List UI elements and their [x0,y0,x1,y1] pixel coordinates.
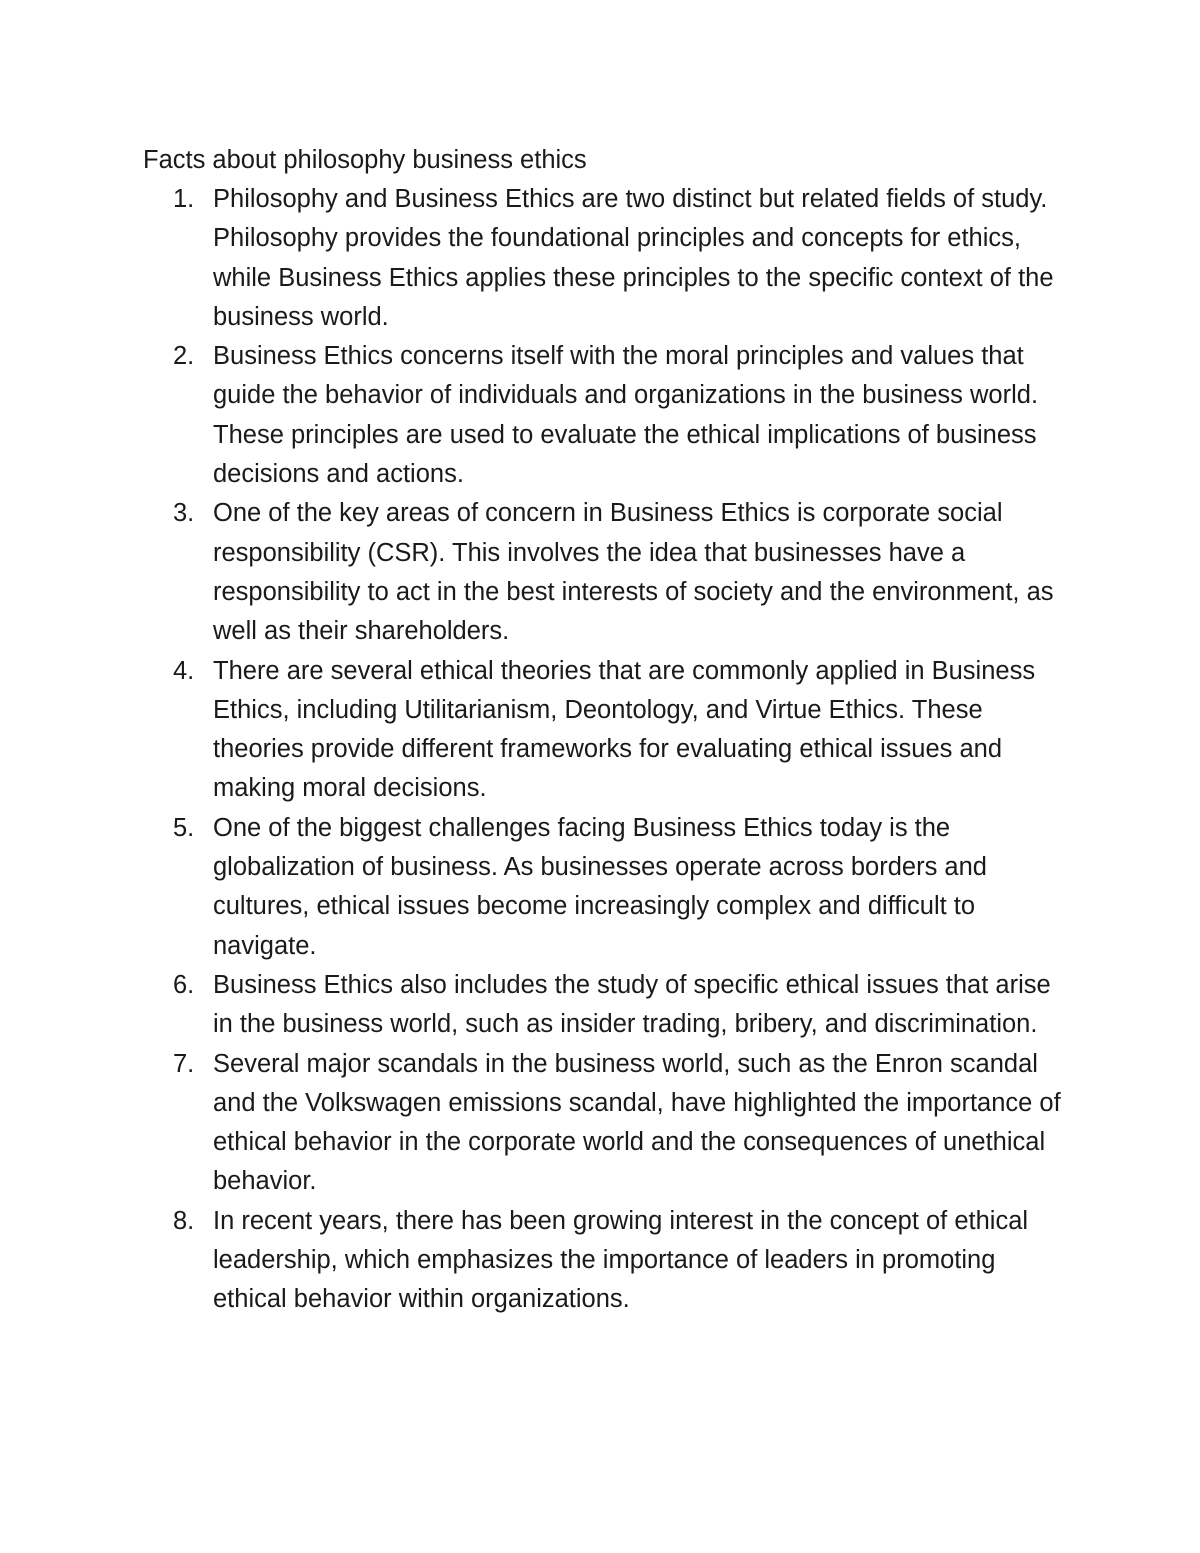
fact-text: In recent years, there has been growing interest in the concept of ethical leadership, which emphasizes the importance of leaders in promoting ethical behavior within organizations. [213,1206,1029,1314]
fact-item [143,966,1063,1045]
fact-item [143,809,1063,966]
fact-number: 2. [173,342,195,371]
fact-text: Several major scandals in the business world, such as the Enron scandal and the Volkswagen emissions scandal, have highlighted the importance of ethical behavior in the corporate world and the consequences of unethical behavior. [213,1049,1061,1196]
fact-text: Philosophy and Business Ethics are two distinct but related fields of study. Philosophy provides the foundational principles and concepts for ethics, while Business Ethics applies these principles to the specific context of the business world. [213,185,1054,331]
fact-item [143,1202,1063,1320]
fact-number: 5. [173,813,195,842]
fact-text: Business Ethics also includes the study of specific ethical issues that arise in the business world, such as insider trading, bribery, and discrimination. [213,970,1051,1039]
fact-item [143,494,1063,651]
fact-number: 6. [173,970,195,999]
fact-number: 4. [173,656,195,685]
document-body [143,141,1063,1320]
fact-item [143,652,1063,809]
fact-item [143,1045,1063,1202]
fact-number: 3. [173,499,195,528]
fact-item [143,337,1063,494]
facts-list [143,180,1063,1320]
fact-number: 1. [173,185,195,213]
fact-number: 8. [173,1206,195,1235]
fact-text: One of the key areas of concern in Business Ethics is corporate social responsibility (CSR). This involves the idea that businesses have a responsibility to act in the best interests of society and the environment, as well as their shareholders. [213,499,1054,646]
fact-text: Business Ethics concerns itself with the moral principles and values that guide the behavior of individuals and organizations in the business world. These principles are used to evaluate the ethical implications of business decisions and actions. [213,342,1039,489]
document-title: Facts about philosophy business ethics [143,146,587,174]
fact-text: One of the biggest challenges facing Business Ethics today is the globalization of business. As businesses operate across borders and cultures, ethical issues become increasingly complex and difficult to navigate. [213,813,987,960]
fact-item [143,180,1063,337]
fact-text: There are several ethical theories that are commonly applied in Business Ethics, including Utilitarianism, Deontology, and Virtue Ethics. These theories provide different frameworks for evaluating ethical issues and making moral decisions. [213,656,1036,803]
fact-number: 7. [173,1049,195,1078]
